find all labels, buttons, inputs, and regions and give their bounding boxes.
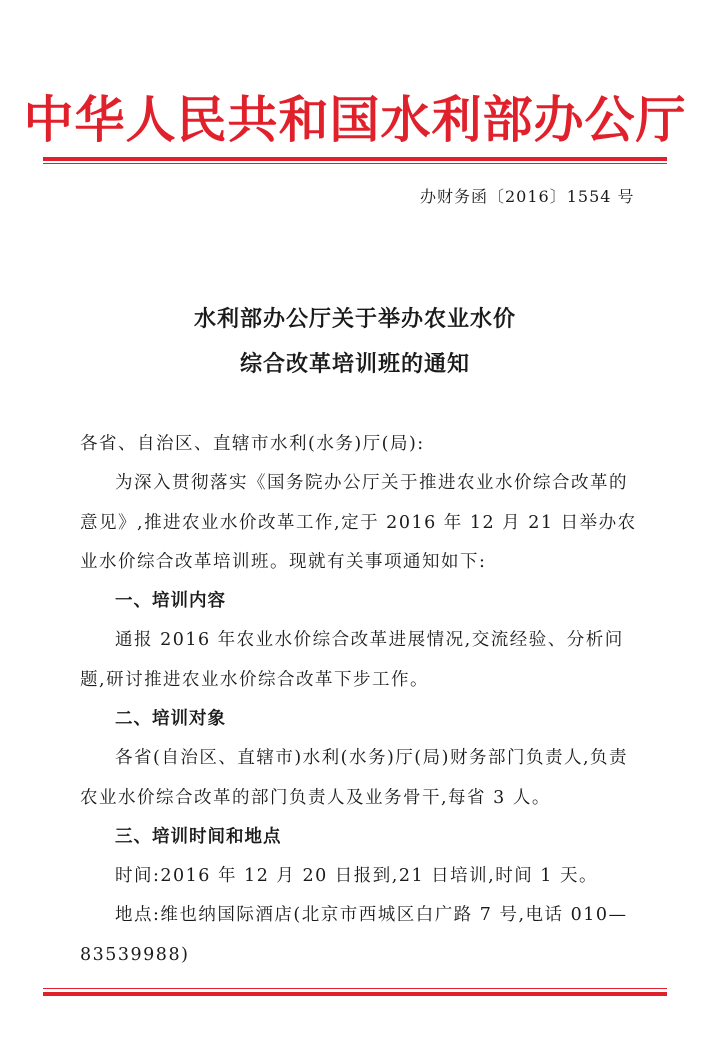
section-paragraph-audience: 各省(自治区、直辖市)水利(水务)厅(局)财务部门负责人,负责农业水价综合改革的部门负责人及业务骨干,每省 3 人。 — [80, 748, 629, 808]
section-heading-time-place: 三、培训时间和地点 — [115, 827, 282, 847]
letterhead-title: 中华人民共和国水利部办公厅 — [23, 91, 687, 149]
letterhead-rule-thick — [43, 157, 667, 161]
salutation: 各省、自治区、直辖市水利(水务)厅(局): — [80, 434, 425, 454]
document-title-line2: 综合改革培训班的通知 — [239, 352, 470, 377]
footer-rule-thin — [43, 988, 667, 989]
section-heading-content: 一、培训内容 — [115, 591, 226, 611]
footer-rule-thick — [43, 992, 667, 996]
intro-paragraph: 为深入贯彻落实《国务院办公厅关于推进农业水价综合改革的意见》,推进农业水价改革工作,定于 2016 年 12 月 21 日举办农业水价综合改革培训班。现就有关事项通知如下: — [80, 473, 637, 572]
section-paragraph-time: 时间:2016 年 12 月 20 日报到,21 日培训,时间 1 天。 — [115, 866, 598, 886]
letterhead-rule-thin — [43, 163, 667, 164]
document-number: 办财务函〔2016〕1554 号 — [420, 187, 635, 206]
section-paragraph-content: 通报 2016 年农业水价综合改革进展情况,交流经验、分析问题,研讨推进农业水价综合改革下步工作。 — [80, 630, 624, 690]
section-heading-audience: 二、培训对象 — [115, 709, 226, 729]
section-paragraph-place: 地点:维也纳国际酒店(北京市西城区白广路 7 号,电话 010—83539988) — [80, 905, 628, 965]
document-title-line1: 水利部办公厅关于举办农业水价 — [193, 307, 516, 332]
